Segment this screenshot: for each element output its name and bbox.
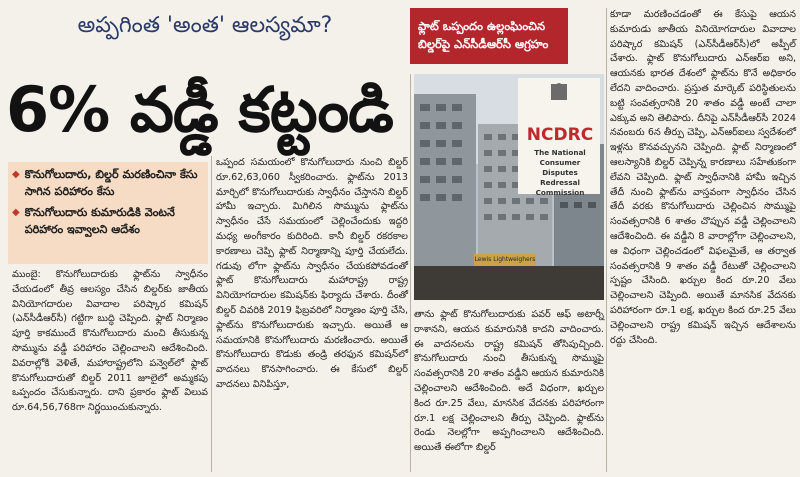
highlight-text: కొనుగోలుదారు కుమారుడికి వెంటనే పరిహారం ఇవ్వాలని ఆదేశం <box>24 206 175 236</box>
article-column-2: ఒప్పంద సమయంలో కొనుగోలుదారు నుంచి బిల్డర్ రూ.62,63,060 స్వీకరించారు. ఫ్లాట్‌ను 2013 మార్చిలో కొనుగోలుదారుకు స్వాధీనం చేస్తానని బిల్డర్ హామీ ఇచ్చారు. మిగిలిన సొమ్మును ఫ్లాట్‌ను స్వాధీనం చేసే సమయంలో చెల్లించేందుకు ఇద్దరి మధ్య అంగీకారం కుదిరింది. కానీ బిల్డర్ రకరకాల కారణాలు చెప్పి ఫ్లాట్ నిర్మాణాన్ని పూర్తి చేయలేదు. గడువు లోగా ఫ్లాట్‌ను స్వాధీనం చేయకపోవడంతో ఫ్లాట్ కొనుగోలుదారు మహారాష్ట్ర రాష్ట్ర వినియోగదారుల కమిషన్‌కు ఫిర్యాదు చేశారు. దీంతో బిల్డర్ చివరికి 2019 ఫిబ్రవరిలో నిర్మాణం పూర్తి చేసి, ఫ్లాట్‌ను కొనుగోలుదారుకు ఇచ్చారు. అయితే ఆ సమయానికి కొనుగోలుదారు మరణించారు. అయితే కొనుగోలుదారు కొడుకు తండ్రి తరఫున కమిషన్‌లో వాదనలు కొనసాగించారు. ఈ కేసులో బిల్డర్ వాదనలు వినిపిస్తూ, <box>216 157 408 390</box>
bullet-icon: ◆ <box>12 207 20 218</box>
ncdrc-logo-subtitle: The National Consumer Disputes Redressal Commission <box>534 148 586 197</box>
highlight-item <box>12 166 204 200</box>
article-column-1: ముంబై: కొనుగోలుదారుకు ఫ్లాట్‌ను స్వాధీనం చేయడంలో తీవ్ర ఆలస్యం చేసిన బిల్డర్‌కు జాతీయ వినియోగదారుల వివాదాల పరిష్కార కమిషన్ (ఎన్‌సీడీఆర్‌సీ) గట్టిగా బుద్ధి చెప్పింది. ఫ్లాట్ నిర్మాణం పూర్తి కాకముందే కొనుగోలుదారు మంచి తీసుకున్న సొమ్మును వడ్డీ పరిహారం చెల్లించాలని ఆదేశించింది. వివరాల్లోకి వెళితే, మహారాష్ట్రలోని పన్వెల్‌లో ఫ్లాట్ కొనుగోలుదారుతో బిల్డర్ 2011 జూలైలో అమ్మకపు ఒప్పందం చేసుకున్నారు. దాని ప్రకారం ఫ్లాట్ విలువ రూ.64,56,768గా నిర్ణయించుకున్నారు. <box>12 269 208 414</box>
column-divider <box>211 156 212 472</box>
building-photo <box>414 74 604 300</box>
column-divider <box>410 74 411 472</box>
highlight-item <box>12 204 204 238</box>
bullet-icon: ◆ <box>12 169 20 180</box>
column-divider <box>606 8 607 472</box>
article-column-3: తాను ఫ్లాట్ కొనుగోలుదారుకు పవర్ ఆఫ్ అటార్నీ రాశానని, ఆయన కుమారునికి కాదని వాదించారు. ఈ వాదనలను రాష్ట్ర కమిషన్ తోసిపుచ్చింది. కొనుగోలుదారు నుంచి తీసుకున్న సొమ్ముపై సంవత్సరానికి 20 శాతం వడ్డీని ఆయన కుమారునికి చెల్లించాలని ఆదేశించింది. అదే విధంగా, ఖర్చుల కింద రూ.25 వేలు, మానసిక వేదనకు పరిహారంగా రూ.1 లక్ష చెల్లించాలని తీర్పు చెప్పింది. ఫ్లాట్‌ను రెండు నెలల్లోగా అప్పగించాలని ఆదేశించింది. అయితే ఈలోగా బిల్డర్ <box>414 309 604 454</box>
highlights-box <box>8 162 208 264</box>
article-column-4: కూడా మరణించడంతో ఈ కేసుపై ఆయన కుమారుడు జాతీయ వినియోగదారుల వివాదాల పరిష్కార కమిషన్ (ఎన్‌సీడీఆర్‌సీ)లో అప్పీల్ చేశారు. ఫ్లాట్ కొనుగోలుదారు ఎన్‌ఆర్ఐ అని, ఆయనకు భారత దేశంలో ఫ్లాట్‌ను కొనే అధికారం లేదని వాదించారు. ప్రస్తుత మార్కెట్ పరిస్థితులను బట్టి సంవత్సరానికి 20 శాతం వడ్డీ అంటే చాలా ఎక్కువ అని తెలిపారు. దీనిపై ఎన్‌సీడీఆర్‌సీ 2024 నవంబరు 6న తీర్పు చెప్పి, ఎన్‌ఆర్‌ఐలు స్వదేశంలో ఇళ్లను కొనవచ్చునని చెప్పింది. ఫ్లాట్ నిర్మాణంలో ఆలస్యానికి బిల్డర్ చెప్పిన్న కారణాలు సహేతుకంగా లేవని చెప్పింది. ఫ్లాట్ స్వాధీనానికి హామీ ఇచ్చిన తేదీ నుంచి ఫ్లాట్‌ను వాస్తవంగా స్వాధీనం చేసిన తేదీ వరకు కొనుగోలుదారు చెల్లించిన సొమ్ముపై సంవత్సరానికి 6 శాతం చొప్పున వడ్డీ చెల్లించాలని ఆదేశించింది. ఈ వడ్డీని 8 వారాల్లోగా చెల్లించాలని, ఆ విధంగా చెల్లించడంలో విఫలమైతే, ఆ తర్వాత సంవత్సరానికి 9 శాతం వడ్డీ రేటుతో చెల్లించాలని స్పష్టం చేసింది. ఖర్చుల కింద రూ.20 వేలు చెల్లించాలని చెప్పింది. అయితే మానసిక వేదనకు పరిహారంగా రూ.1 లక్ష, ఖర్చుల కింద రూ.25 వేలు చెల్లించాలని రాష్ట్ర కమిషన్ ఇచ్చిన ఆదేశాలను రద్దు చేసింది. <box>610 9 796 346</box>
ncdrc-logo: NCDRC <box>526 125 594 145</box>
highlight-text: కొనుగోలుదారు, బిల్డర్ మరణించినా కేసు సాగిన పరిహారం కేసు <box>24 168 198 198</box>
subheading-banner: ఫ్లాట్ ఒప్పందం ఉల్లంఘించిన బిల్డర్‌పై ఎన్‌సీడీఆర్‌సీ ఆగ్రహం <box>410 8 568 64</box>
main-headline: 6% వడ్డీ కట్టండి <box>6 73 393 146</box>
shop-sign: Lewis Lightweighers <box>474 256 536 263</box>
kicker-headline: అప్పగింత 'అంత' ఆలస్యమా? <box>77 13 333 38</box>
